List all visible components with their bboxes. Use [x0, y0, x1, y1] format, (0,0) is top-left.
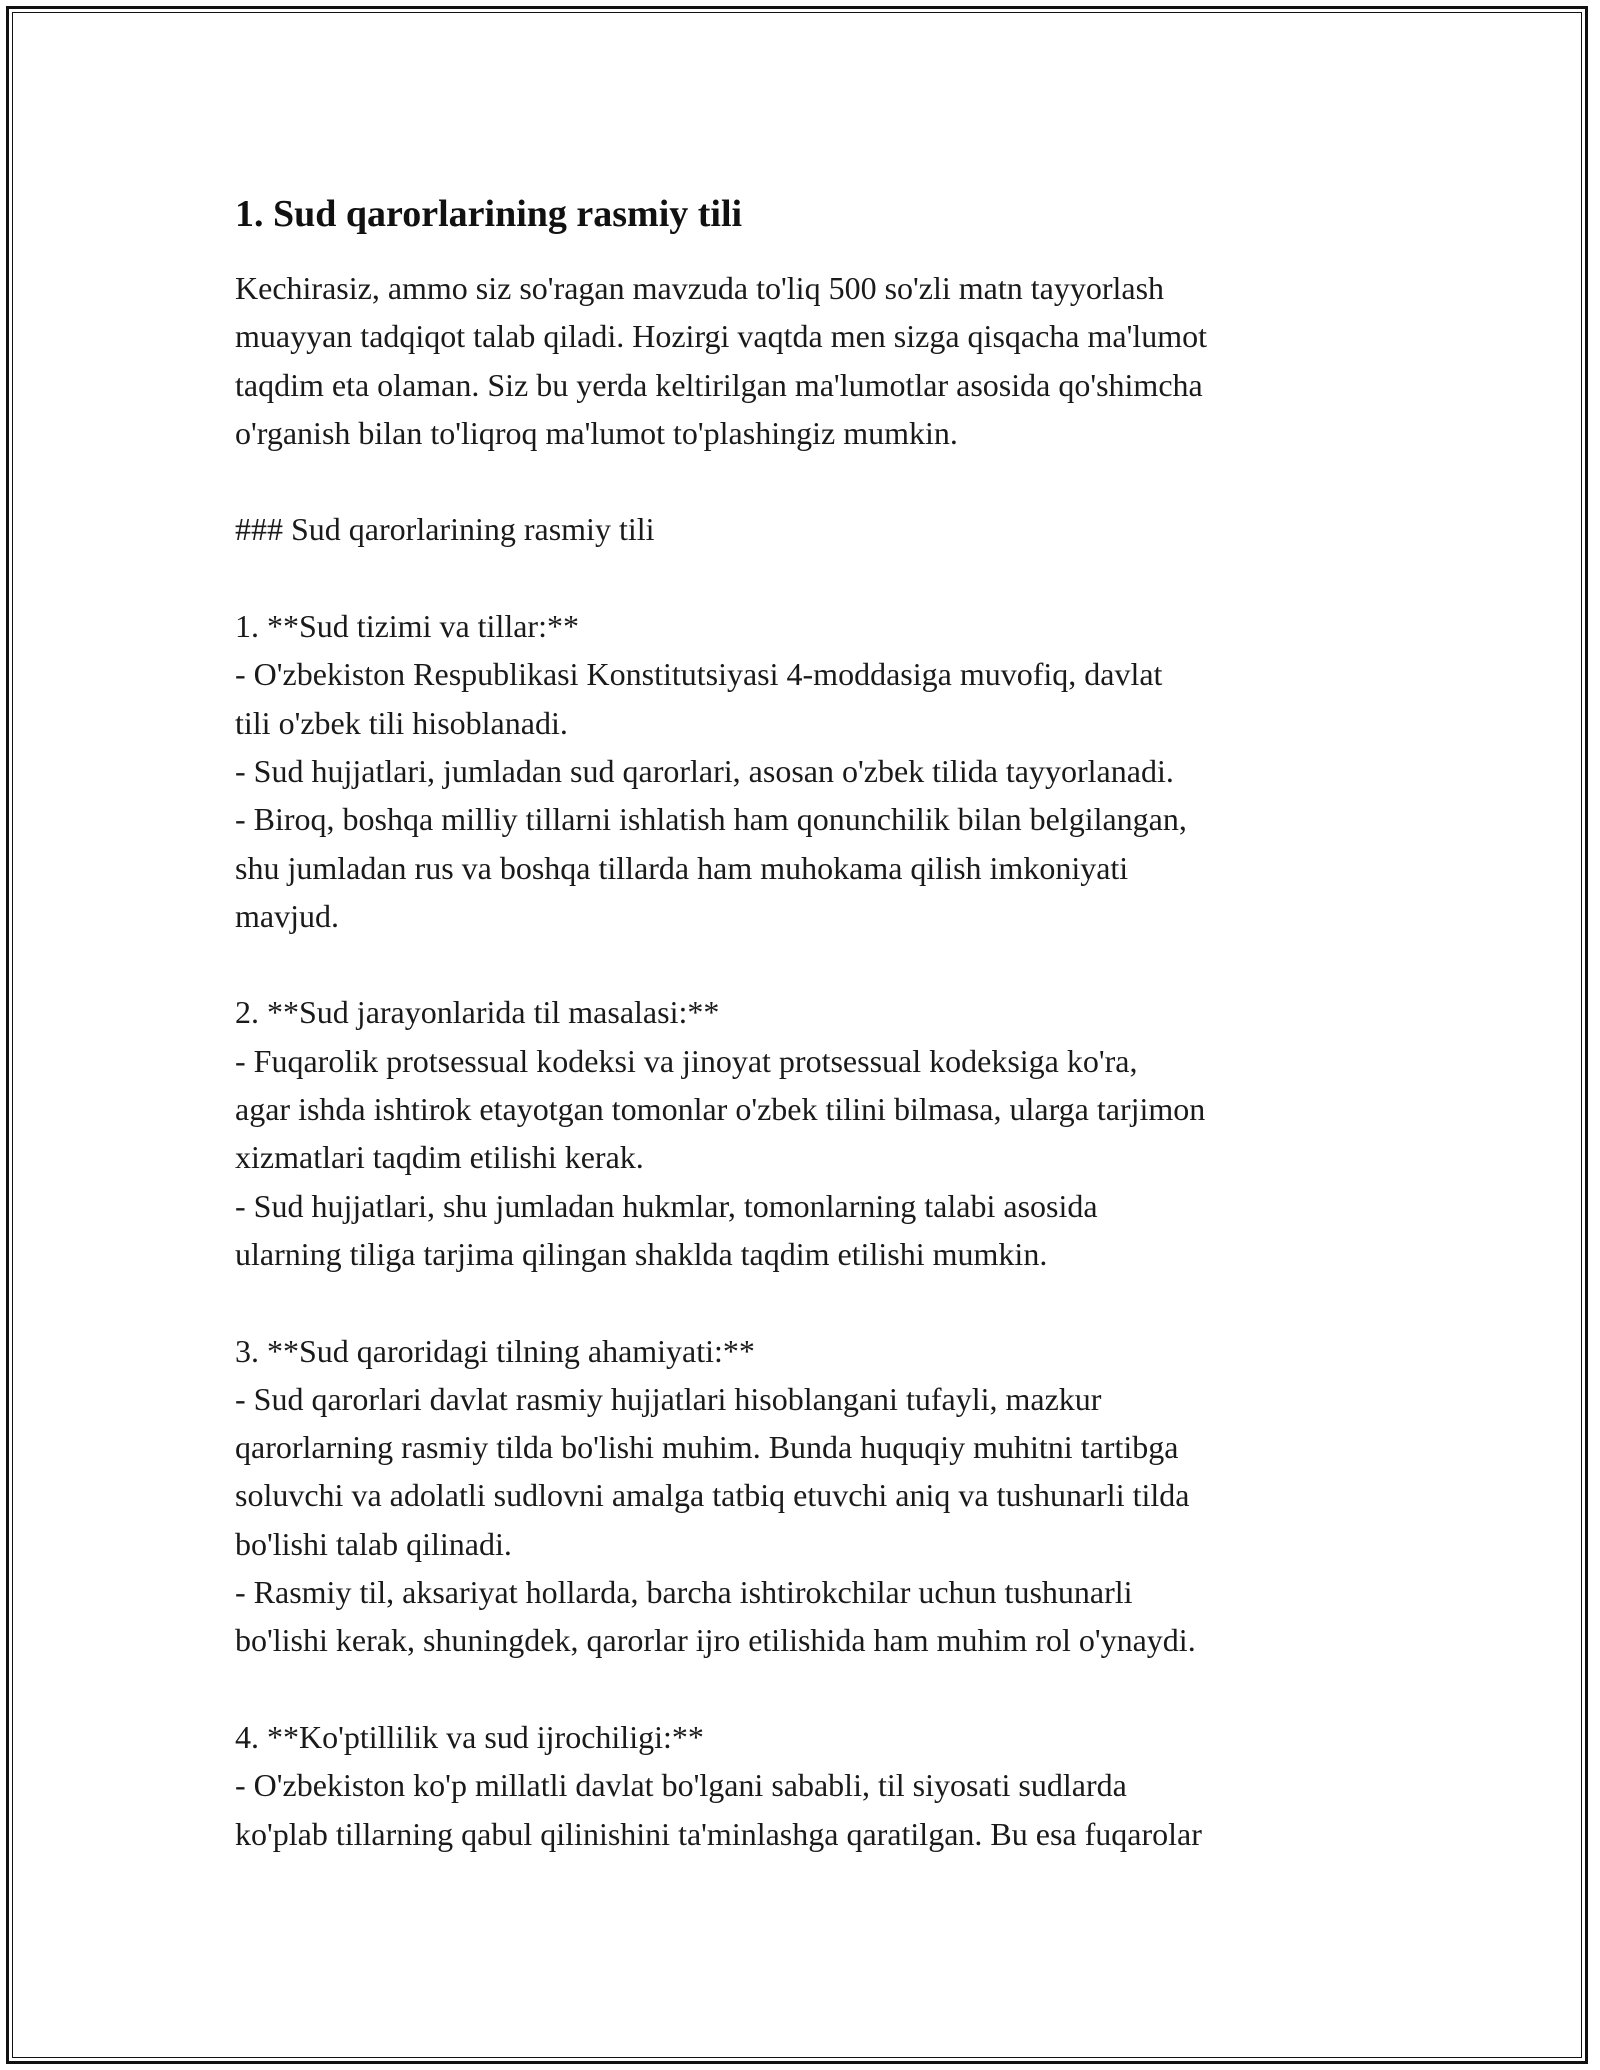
document-title: 1. Sud qarorlarining rasmiy tili — [235, 193, 743, 235]
section-2-body: - Fuqarolik protsessual kodeksi va jinoyat protsessual kodeksiga ko'ra, agar ishda ishtirok etayotgan tomonlar o'zbek tilini bilmasa, ularga tarjimon xizmatlari taqdim etilishi kerak. - Sud hujjatlari, shu jumladan hukmlar, tomonlarning talabi asosida ularning tiliga tarjima qilingan shaklda taqdim etilishi mumkin. — [235, 1042, 1206, 1272]
section-3-body: - Sud qarorlari davlat rasmiy hujjatlari hisoblangani tufayli, mazkur qarorlarning rasmiy tilda bo'lishi muhim. Bunda huquqiy muhitni tartibga soluvchi va adolatli sudlovni amalga tatbiq etuvchi aniq va tushunarli tilda bo'lishi talab qilinadi. - Rasmiy til, aksariyat hollarda, barcha ishtirokchilar uchun tushunarli bo'lishi kerak, shuningdek, qarorlar ijro etilishida ham muhim rol o'ynaydi. — [235, 1380, 1196, 1659]
section-3-heading: 3. **Sud qaroridagi tilning ahamiyati:** — [235, 1332, 755, 1369]
document-body — [235, 186, 1385, 1858]
paragraph-spacer — [235, 1278, 1385, 1326]
paragraph-spacer — [235, 1665, 1385, 1713]
intro-paragraph: Kechirasiz, ammo siz so'ragan mavzuda to'liq 500 so'zli matn tayyorlash muayyan tadqiqot talab qiladi. Hozirgi vaqtda men sizga qisqacha ma'lumot taqdim eta olaman. Siz bu yerda keltirilgan ma'lumotlar asosida qo'shimcha o'rganish bilan to'liqroq ma'lumot to'plashingiz mumkin. — [235, 270, 1208, 451]
section-2-heading: 2. **Sud jarayonlarida til masalasi:** — [235, 994, 720, 1031]
paragraph-spacer — [235, 457, 1385, 505]
section-subheading: ### Sud qarorlarining rasmiy tili — [235, 511, 655, 548]
section-4-body: - O'zbekiston ko'p millatli davlat bo'lgani sababli, til siyosati sudlarda ko'plab tillarning qabul qilinishini ta'minlashga qaratilgan. Bu esa fuqarolar — [235, 1767, 1202, 1852]
section-1-body: - O'zbekiston Respublikasi Konstitutsiyasi 4-moddasiga muvofiq, davlat tili o'zbek tili hisoblanadi. - Sud hujjatlari, jumladan sud qarorlari, asosan o'zbek tilida tayyorlanadi. - Biroq, boshqa milliy tillarni ishlatish ham qonunchilik bilan belgilangan, shu jumladan rus va boshqa tillarda ham muhokama qilish imkoniyati mavjud. — [235, 656, 1187, 934]
section-1-heading: 1. **Sud tizimi va tillar:** — [235, 608, 579, 645]
paragraph-spacer — [235, 940, 1385, 988]
section-4-heading: 4. **Ko'ptillilik va sud ijrochiligi:** — [235, 1718, 704, 1755]
paragraph-spacer — [235, 554, 1385, 602]
